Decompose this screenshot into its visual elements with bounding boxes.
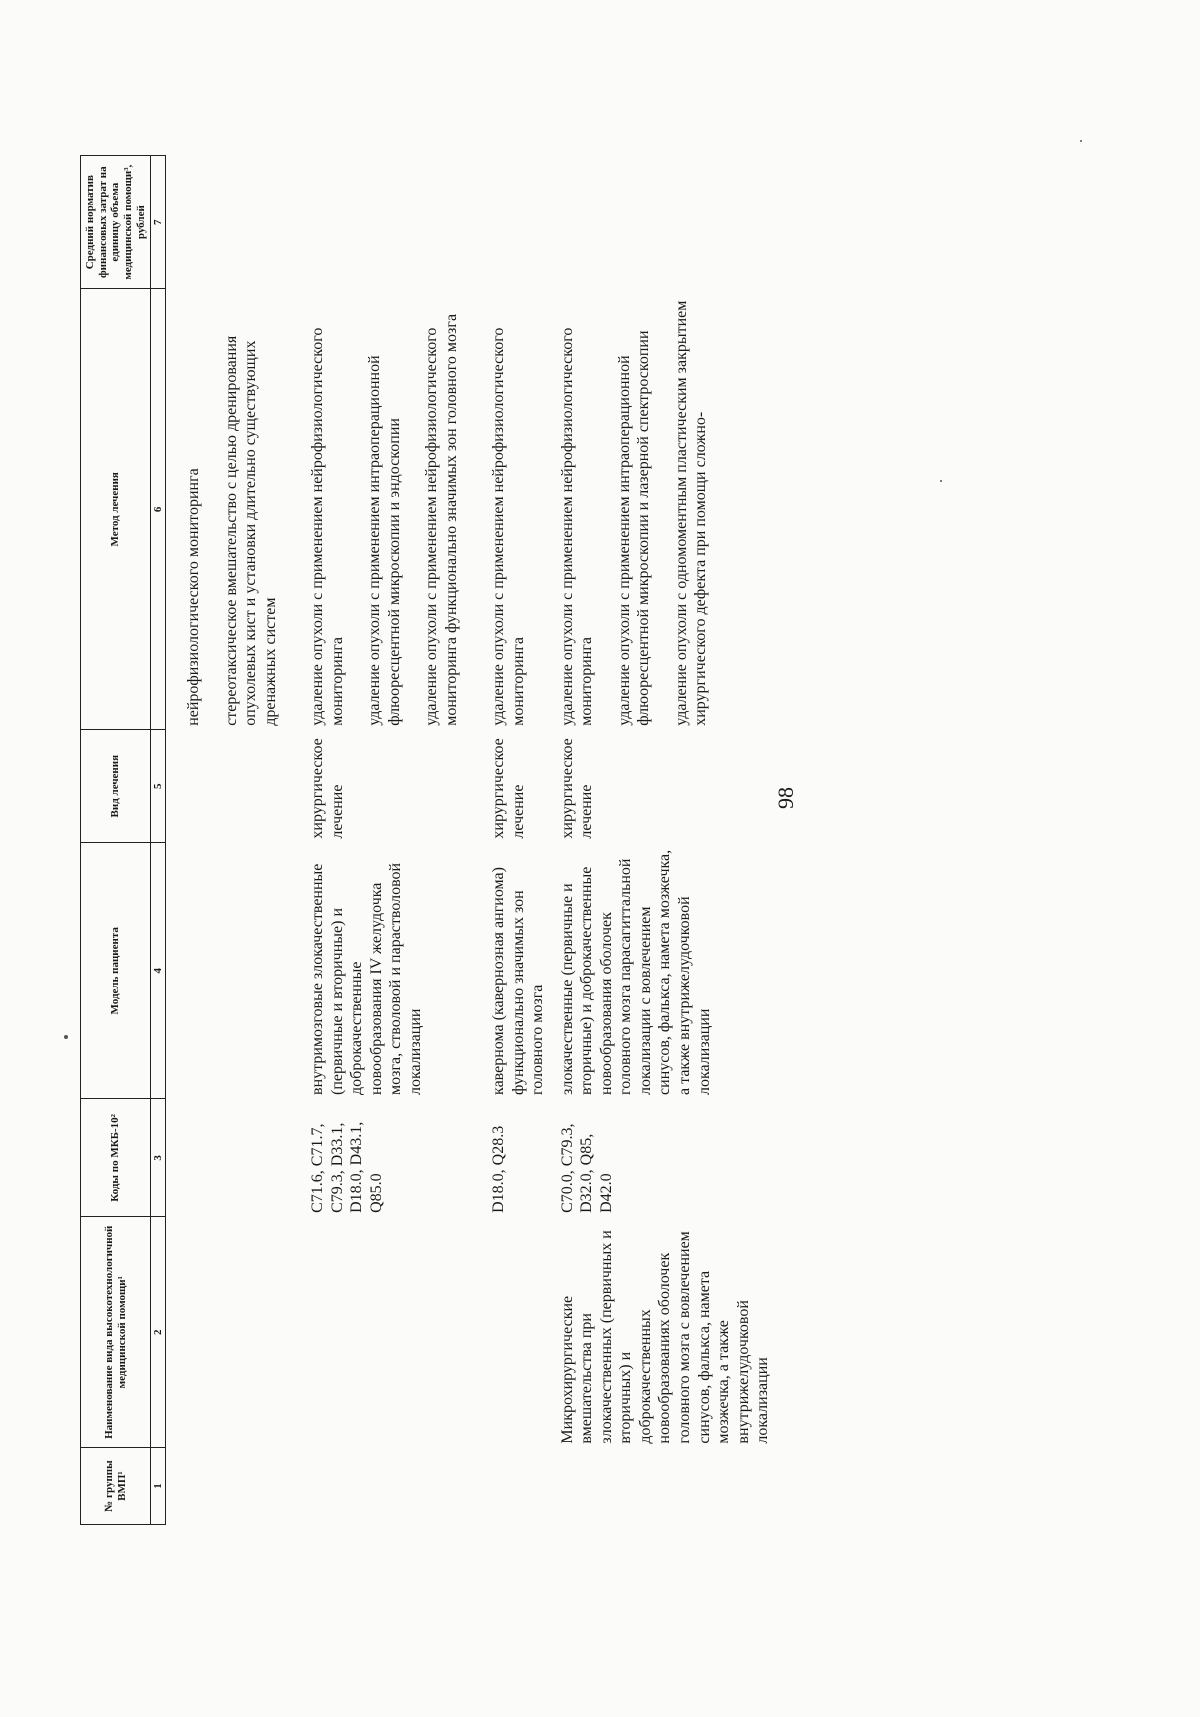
column-number-row <box>151 156 166 1525</box>
method-item: удаление опухоли с применением интраоперационной флюоресцентной микроскопии и лазерной спектроскопии <box>615 330 653 726</box>
method-item: удаление опухоли с применением нейрофизиологического мониторинга <box>558 327 596 726</box>
table-row <box>180 156 304 1525</box>
method-item: удаление опухоли с применением нейрофизиологического мониторинга <box>309 327 346 726</box>
cell-model <box>180 843 304 1099</box>
cell-group <box>180 1448 304 1525</box>
method-item: удаление опухоли с одномоментным пластическим закрытием хирургического дефекта при помощи сложно- <box>672 300 710 726</box>
cell-cost <box>304 156 485 289</box>
header-type: Вид лечения <box>81 730 151 843</box>
cell-group <box>304 1448 485 1525</box>
col-num: 7 <box>151 156 166 289</box>
table-row <box>304 156 485 1525</box>
header-cost: Средний норматив финансовых затрат на единицу объема медицинской помощи³, рублей <box>81 156 151 289</box>
method-item: удаление опухоли с применением нейрофизиологического мониторинга <box>490 327 527 726</box>
cell-method <box>554 289 779 730</box>
cell-model: злокачественные (первичные и вторичные) и доброкачественные новообразования оболочек головного мозга парасагиттальной локализации с вовлечением синусов, фалькса, намета мозжечка, а также внутрижелудочковой локализации <box>558 849 713 1095</box>
cell-method <box>485 289 554 730</box>
scan-speck <box>64 1035 68 1039</box>
cell-cost <box>485 156 554 289</box>
cell-type: хирургическое лечение <box>309 738 346 839</box>
cell-name <box>304 1217 485 1448</box>
header-method: Метод лечения <box>81 289 151 730</box>
cell-cost <box>554 156 779 289</box>
cell-cost <box>180 156 304 289</box>
header-codes: Коды по МКБ-10² <box>81 1099 151 1217</box>
col-num: 2 <box>151 1217 166 1448</box>
scan-speck <box>1080 140 1082 142</box>
method-item: удаление опухоли с применением интраоперационной флюоресцентной микроскопии и эндоскопии <box>366 355 403 726</box>
col-num: 4 <box>151 843 166 1099</box>
cell-type: хирургическое лечение <box>558 738 596 839</box>
cell-type <box>180 730 304 843</box>
cell-name: Микрохирургические вмешательства при злокачественных (первичных и вторичных) и доброкачественных новообразованиях оболочек головного мозга с вовлечением синусов, фалькса, намета мозжечка, а также внутрижелудочковой локализации <box>558 1230 772 1444</box>
cell-codes <box>180 1099 304 1217</box>
cell-type: хирургическое лечение <box>490 738 527 839</box>
header-model: Модель пациента <box>81 843 151 1099</box>
cell-name <box>485 1217 554 1448</box>
col-num: 5 <box>151 730 166 843</box>
method-item: нейрофизиологического мониторинга <box>185 468 203 726</box>
col-num: 6 <box>151 289 166 730</box>
cell-codes: C70.0, C79.3, D32.0, Q85, D42.0 <box>558 1123 615 1213</box>
table-row <box>554 156 779 1525</box>
scan-speck <box>940 480 942 482</box>
vmp-table <box>80 155 779 1525</box>
method-item: стереотаксическое вмешательство с целью дренирования опухолевых кист и установки длительно существующих дренажных систем <box>222 335 279 726</box>
col-num: 3 <box>151 1099 166 1217</box>
header-group: № группы ВМП¹ <box>81 1448 151 1525</box>
cell-model: кавернома (кавернозная ангиома) функционально значимых зон головного мозга <box>490 867 547 1095</box>
col-num: 1 <box>151 1448 166 1525</box>
method-item: удаление опухоли с применением нейрофизиологического мониторинга функционально значимых зон головного мозга <box>423 313 460 726</box>
rotated-content <box>55 164 1200 1630</box>
cell-model: внутримозговые злокачественные (первичные и вторичные) и доброкачественные новообразования IV желудочка мозга, стволовой и парастволовой локализации <box>309 862 424 1095</box>
cell-codes: C71.6, C71.7, C79.3, D33.1, D18.0, D43.1, Q85.0 <box>309 1121 385 1213</box>
cell-codes: D18.0, Q28.3 <box>490 1125 508 1213</box>
cell-method <box>304 289 485 730</box>
cell-method <box>180 289 304 730</box>
cell-group <box>485 1448 554 1525</box>
cell-name <box>180 1217 304 1448</box>
page-number: 98 <box>773 787 798 809</box>
header-row <box>81 156 151 1525</box>
table-row <box>485 156 554 1525</box>
header-name: Наименование вида высокотехнологичной медицинской помощи¹ <box>81 1217 151 1448</box>
cell-group <box>554 1448 779 1525</box>
